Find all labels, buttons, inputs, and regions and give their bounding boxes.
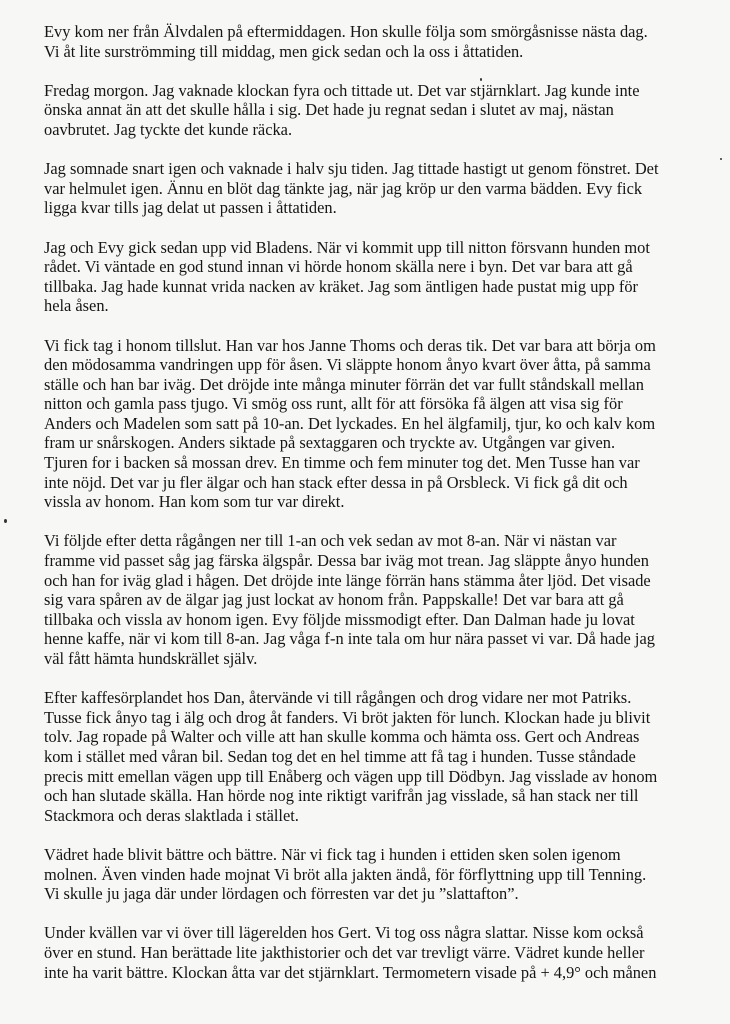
text-line: ligga kvar tills jag delat ut passen i åttatiden. <box>44 198 337 218</box>
text-line: Under kvällen var vi över till lägerelden hos Gert. Vi tog oss några slattar. Nisse kom också <box>44 923 644 943</box>
text-line: och han slutade skälla. Han hörde nog inte riktigt varifrån jag visslade, så han stack ner till <box>44 786 639 806</box>
text-line: och han for iväg glad i hågen. Det dröjde inte länge förrän hans stämma åter ljöd. Det visade <box>44 570 651 590</box>
text-line: nitton och gamla pass tjugo. Vi smög oss runt, allt för att försöka få älgen att visa sig för <box>44 394 623 414</box>
text-line: tillbaka. Jag hade kunnat vrida nacken av kräket. Jag som äntligen hade pustat mig upp för <box>44 276 638 296</box>
text-line: Anders och Madelen som satt på 10-an. Det lyckades. En hel älgfamilj, tjur, ko och kalv kom <box>44 413 656 433</box>
text-line: Jag somnade snart igen och vaknade i halv sju tiden. Jag tittade hastigt ut genom fönstret. Det <box>44 159 659 179</box>
paragraph <box>44 159 724 218</box>
paragraph <box>44 845 724 904</box>
text-line: Vi skulle ju jaga där under lördagen och förresten var det ju ”slattafton”. <box>44 884 519 904</box>
text-line: önska annat än att det skulle hålla i sig. Det hade ju regnat sedan i slutet av maj, nästan <box>44 100 614 120</box>
text-line: Vi följde efter detta rågången ner till 1-an och vek sedan av mot 8-an. När vi nästan var <box>44 531 617 551</box>
text-line: Tjuren for i backen så mossan drev. En timme och fem minuter tog det. Men Tusse han var <box>44 453 640 473</box>
scan-speck <box>4 519 7 523</box>
paragraph <box>44 22 724 61</box>
text-line: var helmulet igen. Ännu en blöt dag tänkte jag, när jag kröp ur den varma bädden. Evy fick <box>44 178 643 198</box>
paragraph <box>44 531 724 668</box>
text-line: molnen. Även vinden hade mojnat Vi bröt alla jakten ändå, för förflyttning upp till Tenning. <box>44 864 647 884</box>
text-line: framme vid passet såg jag färska älgspår. Dessa bar iväg mot trean. Jag släppte ånyo hunden <box>44 551 649 571</box>
paragraph <box>44 923 724 982</box>
text-line: vissla av honom. Han kom som tur var direkt. <box>44 492 345 512</box>
text-line: fram ur snårskogen. Anders siktade på sextaggaren och tryckte av. Utgången var given. <box>44 433 616 453</box>
text-line: tillbaka och vissla av honom igen. Evy följde missmodigt efter. Dan Dalman hade ju lovat <box>44 609 635 629</box>
document-body <box>44 22 724 1002</box>
text-line: Vi åt lite surströmming till middag, men gick sedan och la oss i åttatiden. <box>44 41 524 61</box>
text-line: inte nöjd. Det var ju fler älgar och han stack efter dessa in på Orsbleck. Vi fick gå dit och <box>44 472 628 492</box>
text-line: Jag och Evy gick sedan upp vid Bladens. När vi kommit upp till nitton försvann hunden mot <box>44 237 650 257</box>
text-line: Efter kaffesörplandet hos Dan, återvände vi till rågången och drog vidare ner mot Patriks. <box>44 688 632 708</box>
text-line: precis mitt emellan vägen upp till Enåberg och vägen upp till Dödbyn. Jag visslade av honom <box>44 766 658 786</box>
paragraph <box>44 336 724 512</box>
text-line: den mödosamma vandringen upp för åsen. Vi släppte honom ånyo kvart över åtta, på samma <box>44 355 651 375</box>
text-line: Tusse fick ånyo tag i älg och drog åt fanders. Vi bröt jakten för lunch. Klockan hade ju blivit <box>44 707 651 727</box>
text-line: Vädret hade blivit bättre och bättre. När vi fick tag i hunden i ettiden sken solen igenom <box>44 844 621 864</box>
text-line: rådet. Vi väntade en god stund innan vi hörde honom skälla nere i byn. Det var bara att gå <box>44 257 633 277</box>
text-line: ställe och han bar iväg. Det dröjde inte många minuter förrän det var fullt ståndskall mellan <box>44 374 644 394</box>
paragraph <box>44 688 724 825</box>
text-line: hela åsen. <box>44 296 109 316</box>
text-line: sig vara spåren av de älgar jag just lockat av honom från. Pappskalle! Det var bara att gå <box>44 590 624 610</box>
text-line: Stackmora och deras slaktlada i stället. <box>44 805 299 825</box>
text-line: Evy kom ner från Älvdalen på eftermiddagen. Hon skulle följa som smörgåsnisse nästa dag. <box>44 22 648 41</box>
text-line: Fredag morgon. Jag vaknade klockan fyra och tittade ut. Det var stjärnklart. Jag kunde inte <box>44 80 640 100</box>
text-line: henne kaffe, när vi kom till 8-an. Jag våga f-n inte tala om hur nära passet vi var. Då hade jag <box>44 629 655 649</box>
paragraph <box>44 81 724 140</box>
text-line: kom i stället med våran bil. Sedan tog det en hel timme att få tag i hunden. Tusse ståndade <box>44 746 636 766</box>
paragraph <box>44 238 724 316</box>
text-line: tolv. Jag ropade på Walter och ville att han skulle komma och hämta oss. Gert och Andreas <box>44 727 640 747</box>
text-line: väl fått hämta hundskrället själv. <box>44 649 258 668</box>
text-line: Vi fick tag i honom tillslut. Han var hos Janne Thoms och deras tik. Det var bara att börja om <box>44 335 656 355</box>
text-line: inte ha varit bättre. Klockan åtta var det stjärnklart. Termometern visade på + 4,9° och månen <box>44 962 657 982</box>
scan-speck <box>720 158 722 160</box>
text-line: över en stund. Han berättade lite jakthistorier och det var trevligt värre. Vädret kunde heller <box>44 942 645 962</box>
text-line: oavbrutet. Jag tyckte det kunde räcka. <box>44 119 293 139</box>
scan-speck <box>480 78 482 81</box>
